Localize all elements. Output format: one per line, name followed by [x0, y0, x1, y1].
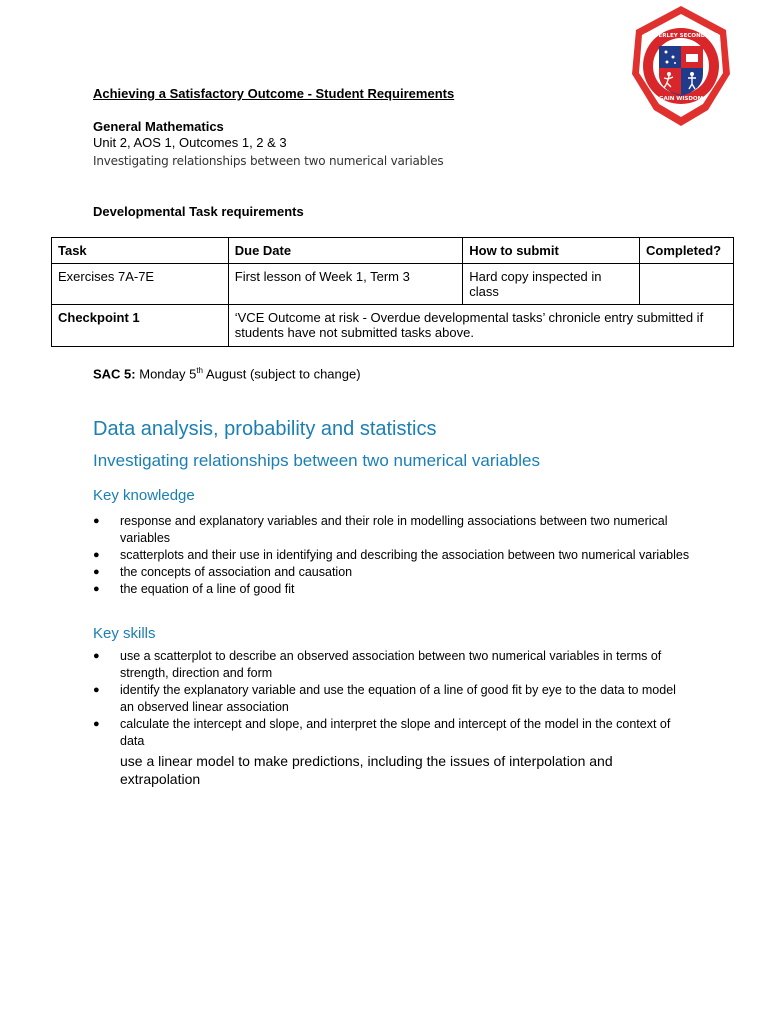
list-item-text: identify the explanatory variable and use the equation of a line of good fit by eye to the data to model an observed linear association: [120, 683, 676, 714]
last-skill-text: use a linear model to make predictions, including the issues of interpolation and extrapolation: [120, 753, 613, 787]
list-item: [93, 547, 693, 564]
checkpoint-label: Checkpoint 1: [52, 305, 229, 347]
checkpoint-text: ‘VCE Outcome at risk - Overdue developmental tasks’ chronicle entry submitted if students have not submitted tasks above.: [228, 305, 733, 347]
sac-label: SAC 5:: [93, 366, 136, 382]
list-item-text: response and explanatory variables and their role in modelling associations between two numerical variables: [120, 514, 668, 545]
list-item-text: calculate the intercept and slope, and interpret the slope and intercept of the model in the context of data: [120, 717, 671, 748]
unit-outcomes: Unit 2, AOS 1, Outcomes 1, 2 & 3: [93, 135, 287, 150]
sac-date-sup: th: [196, 366, 203, 375]
topic-subtitle: Investigating relationships between two numerical variables: [93, 154, 444, 168]
sac-date: [93, 366, 361, 381]
column-header-completed: Completed?: [639, 238, 733, 264]
logo-top-text: WAVERLEY SECONDARY: [644, 33, 718, 39]
bullet-icon: ●: [93, 684, 100, 696]
subject-name: General Mathematics: [93, 119, 224, 134]
bullet-icon: ●: [93, 566, 100, 578]
completed-cell: [639, 264, 733, 305]
key-skills-heading: Key skills: [93, 625, 156, 642]
key-knowledge-list: [93, 513, 693, 598]
topic-heading: Investigating relationships between two numerical variables: [93, 451, 540, 470]
list-item-text: use a scatterplot to describe an observed association between two numerical variables in terms of strength, direction and form: [120, 649, 662, 680]
column-header-due-date: Due Date: [228, 238, 463, 264]
bullet-icon: ●: [93, 515, 100, 527]
sac-date-post: August (subject to change): [203, 366, 361, 382]
bullet-icon: ●: [93, 650, 100, 662]
column-header-how-to-submit: How to submit: [463, 238, 640, 264]
bullet-icon: ●: [93, 718, 100, 730]
school-crest-logo: [626, 2, 736, 137]
table-header-row: [52, 238, 734, 264]
logo-motto-text: GAIN WISDOM: [658, 96, 704, 102]
sac-date-pre: Monday 5: [135, 366, 197, 382]
column-header-task: Task: [52, 238, 229, 264]
list-item-text: scatterplots and their use in identifying and describing the association between two numerical variables: [120, 548, 690, 562]
list-item: [93, 564, 693, 581]
list-item-text: the equation of a line of good fit: [120, 582, 295, 596]
key-skills-list: [93, 648, 693, 750]
table-row: [52, 264, 734, 305]
list-item-text: the concepts of association and causation: [120, 565, 353, 579]
list-item: [93, 682, 693, 716]
list-item: [93, 648, 693, 682]
document-title: Achieving a Satisfactory Outcome - Student Requirements: [93, 86, 455, 101]
key-knowledge-heading: Key knowledge: [93, 487, 195, 504]
list-item: [93, 513, 693, 547]
area-of-study-heading: Data analysis, probability and statistics: [93, 418, 437, 440]
developmental-task-table: [51, 237, 734, 347]
bullet-icon: ●: [93, 583, 100, 595]
due-date-cell: First lesson of Week 1, Term 3: [228, 264, 463, 305]
task-cell: Exercises 7A-7E: [52, 264, 229, 305]
list-item: [93, 716, 693, 750]
how-to-submit-cell: Hard copy inspected in class: [463, 264, 640, 305]
bullet-icon: ●: [93, 549, 100, 561]
developmental-heading: Developmental Task requirements: [93, 204, 304, 219]
list-item: [93, 581, 693, 598]
checkpoint-row: [52, 305, 734, 347]
